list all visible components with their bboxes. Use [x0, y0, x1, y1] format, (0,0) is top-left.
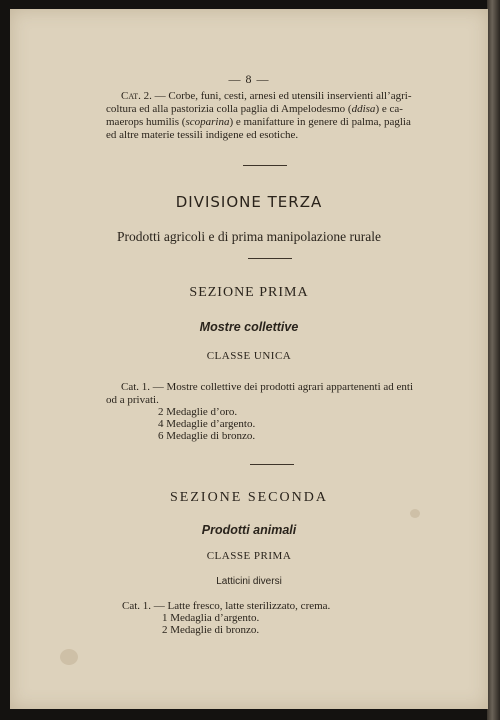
section1-class: CLASSE UNICA: [206, 350, 292, 362]
cat2-line-3: [106, 116, 438, 129]
division-title: DIVISIONE TERZA: [175, 193, 323, 211]
section1-subtitle: Mostre collettive: [199, 320, 299, 334]
section1-cat1-line1: Cat. 1. — Mostre collettive dei prodotti agrari appartenenti ad enti: [121, 381, 414, 393]
cat2-line2-pre: coltura ed alla pastorizia colla paglia di Ampelodesmo (: [106, 103, 352, 115]
cat2-term-scoparina: scoparina: [185, 116, 230, 128]
medal-line: 2 Medaglie d’oro.: [158, 406, 238, 418]
divider-rule: [250, 464, 294, 465]
paper-stain: [60, 649, 78, 665]
section2-group-heading: Latticini diversi: [216, 576, 282, 587]
medal-line: 2 Medaglie di bronzo.: [162, 624, 260, 636]
paper-stain: [410, 509, 420, 518]
cat2-term-ddisa: ddisa: [351, 103, 376, 115]
section1-cat1-line2: od a privati.: [106, 394, 159, 406]
cat2-line3-pre: maerops humilis (: [106, 116, 186, 128]
cat2-label: Cat. 2.: [121, 90, 152, 102]
cat2-line-1: [106, 90, 438, 103]
cat2-line-4: ed altre materie tessili indigene ed esotiche.: [106, 129, 299, 141]
cat2-line-2: [106, 103, 438, 116]
cat2-line1-text: — Corbe, funi, cesti, arnesi ed utensili inservienti all’agri-: [151, 90, 412, 102]
divider-rule: [243, 165, 287, 166]
divider-rule: [248, 258, 292, 259]
medal-line: 1 Medaglia d’argento.: [162, 612, 260, 624]
medal-line: 6 Medaglie di bronzo.: [158, 430, 256, 442]
cat2-line3-post: ) e manifatture in genere di palma, paglia: [229, 116, 411, 128]
section1-cat1-paragraph: [106, 381, 442, 407]
cat2-paragraph: [106, 90, 438, 142]
section2-cat1-line: Cat. 1. — Latte fresco, latte sterilizzato, crema.: [122, 600, 331, 612]
section2-subtitle: Prodotti animali: [201, 523, 297, 537]
division-subtitle: Prodotti agricoli e di prima manipolazione rurale: [117, 229, 381, 244]
page-number: — 8 —: [228, 72, 270, 86]
document-page: [10, 9, 488, 709]
section2-class: CLASSE PRIMA: [206, 550, 292, 562]
medal-line: 4 Medaglie d’argento.: [158, 418, 256, 430]
cat2-line2-post: ) e ca-: [375, 103, 403, 115]
section2-title: SEZIONE SECONDA: [170, 490, 328, 505]
section1-title: SEZIONE PRIMA: [189, 285, 309, 300]
book-spine-edge: [487, 0, 500, 720]
